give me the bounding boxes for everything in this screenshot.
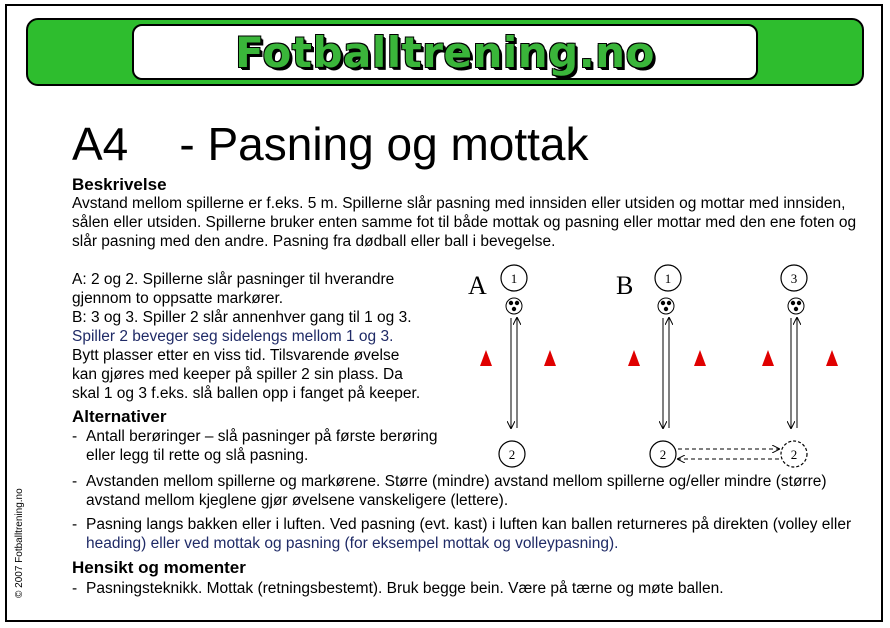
setup-line-6: kan gjøres med keeper på spiller 2 sin plass. Da — [72, 366, 403, 383]
setup-line-7: skal 1 og 3 f.eks. slå ballen opp i fanget på keeper. — [72, 385, 421, 402]
brand-banner — [26, 18, 864, 86]
player-number: 2 — [659, 447, 667, 462]
cone-marker — [544, 350, 556, 366]
setup-line-5: Bytt plasser etter en viss tid. Tilsvarende øvelse — [72, 347, 400, 364]
player-number: 1 — [510, 271, 518, 286]
player-number: 1 — [664, 271, 672, 286]
setup-a-text: : 2 og 2. Spillerne slår pasninger til hverandre — [82, 271, 395, 288]
alternative-item-1-line-2: eller legg til rette og slå pasning. — [86, 446, 309, 464]
alternative-item-1-line-1: Antall berøringer – slå pasninger på første berøring — [86, 428, 438, 445]
description-heading: Beskrivelse — [72, 175, 167, 194]
setup-b-text: : 3 og 3. Spiller 2 slår annenhver gang til 1 og 3. — [82, 309, 412, 326]
player-number: 3 — [790, 271, 798, 286]
cone-marker — [480, 350, 492, 366]
brand-logo[interactable]: Fotballtrening.no — [235, 27, 655, 77]
ball-icon — [506, 298, 522, 314]
setup-b-line — [72, 308, 412, 327]
cone-marker — [628, 350, 640, 366]
description-line-2: sålen eller utsiden. Spillerne bruker enten samme fot til både mottak og pasning eller mottar med den ene foten og — [72, 214, 857, 231]
focus-item-1-text: Pasningsteknikk. Mottak (retningsbestemt). Bruk begge bein. Være på tærne og møte ballen. — [86, 580, 724, 597]
setup-b-label: B — [72, 309, 83, 326]
cone-marker — [826, 350, 838, 366]
setup-a-line — [72, 270, 394, 289]
bullet-dash: - — [72, 516, 78, 533]
brand-banner-inner — [132, 24, 758, 80]
page-title: A4 - Pasning og mottak — [72, 118, 589, 170]
ball-icon — [788, 298, 804, 314]
alternative-item-3-line-1: Pasning langs bakken eller i luften. Ved pasning (evt. kast) i luften kan ballen returneres på direkten (volley eller — [86, 516, 852, 533]
alternatives-heading: Alternativer — [72, 407, 167, 426]
alternative-item-3-line-2: heading) eller ved mottak og pasning (for eksempel mottak og volleypasning). — [86, 534, 619, 552]
setup-b-line-2: Spiller 2 beveger seg sidelengs mellom 1 og 3. — [72, 328, 394, 345]
description-line-1: Avstand mellom spillerne er f.eks. 5 m. Spillerne slår pasning med innsiden eller utsiden og mottar med innsiden, — [72, 195, 846, 212]
focus-heading: Hensikt og momenter — [72, 558, 246, 577]
diagram-label-b: B — [616, 271, 634, 300]
player-number: 2 — [790, 447, 798, 462]
setup-a-line-2: gjennom to oppsatte markører. — [72, 290, 284, 307]
drill-diagram — [460, 262, 860, 482]
bullet-dash: - — [72, 473, 78, 490]
cone-marker — [762, 350, 774, 366]
bullet-dash: - — [72, 580, 78, 597]
setup-a-diagram — [480, 265, 556, 467]
alternative-item-2-line-2: avstand mellom kjeglene gjør øvelsene vanskeligere (lettere). — [86, 491, 509, 509]
description-line-3: slår pasning med den andre. Pasning fra dødball eller ball i bevegelse. — [72, 233, 556, 250]
setup-a-label: A — [72, 271, 83, 288]
alternative-item-2-line-1: Avstanden mellom spillerne og markørene. Større (mindre) avstand mellom spillerne og/eller mindre (større) — [86, 473, 827, 490]
bullet-dash: - — [72, 428, 78, 445]
player-number: 2 — [508, 447, 516, 462]
ball-icon — [658, 298, 674, 314]
setup-b-diagram — [628, 265, 838, 467]
diagram-label-a: A — [468, 271, 487, 300]
cone-marker — [694, 350, 706, 366]
copyright-notice: © 2007 Fotballtrening.no — [14, 488, 25, 598]
